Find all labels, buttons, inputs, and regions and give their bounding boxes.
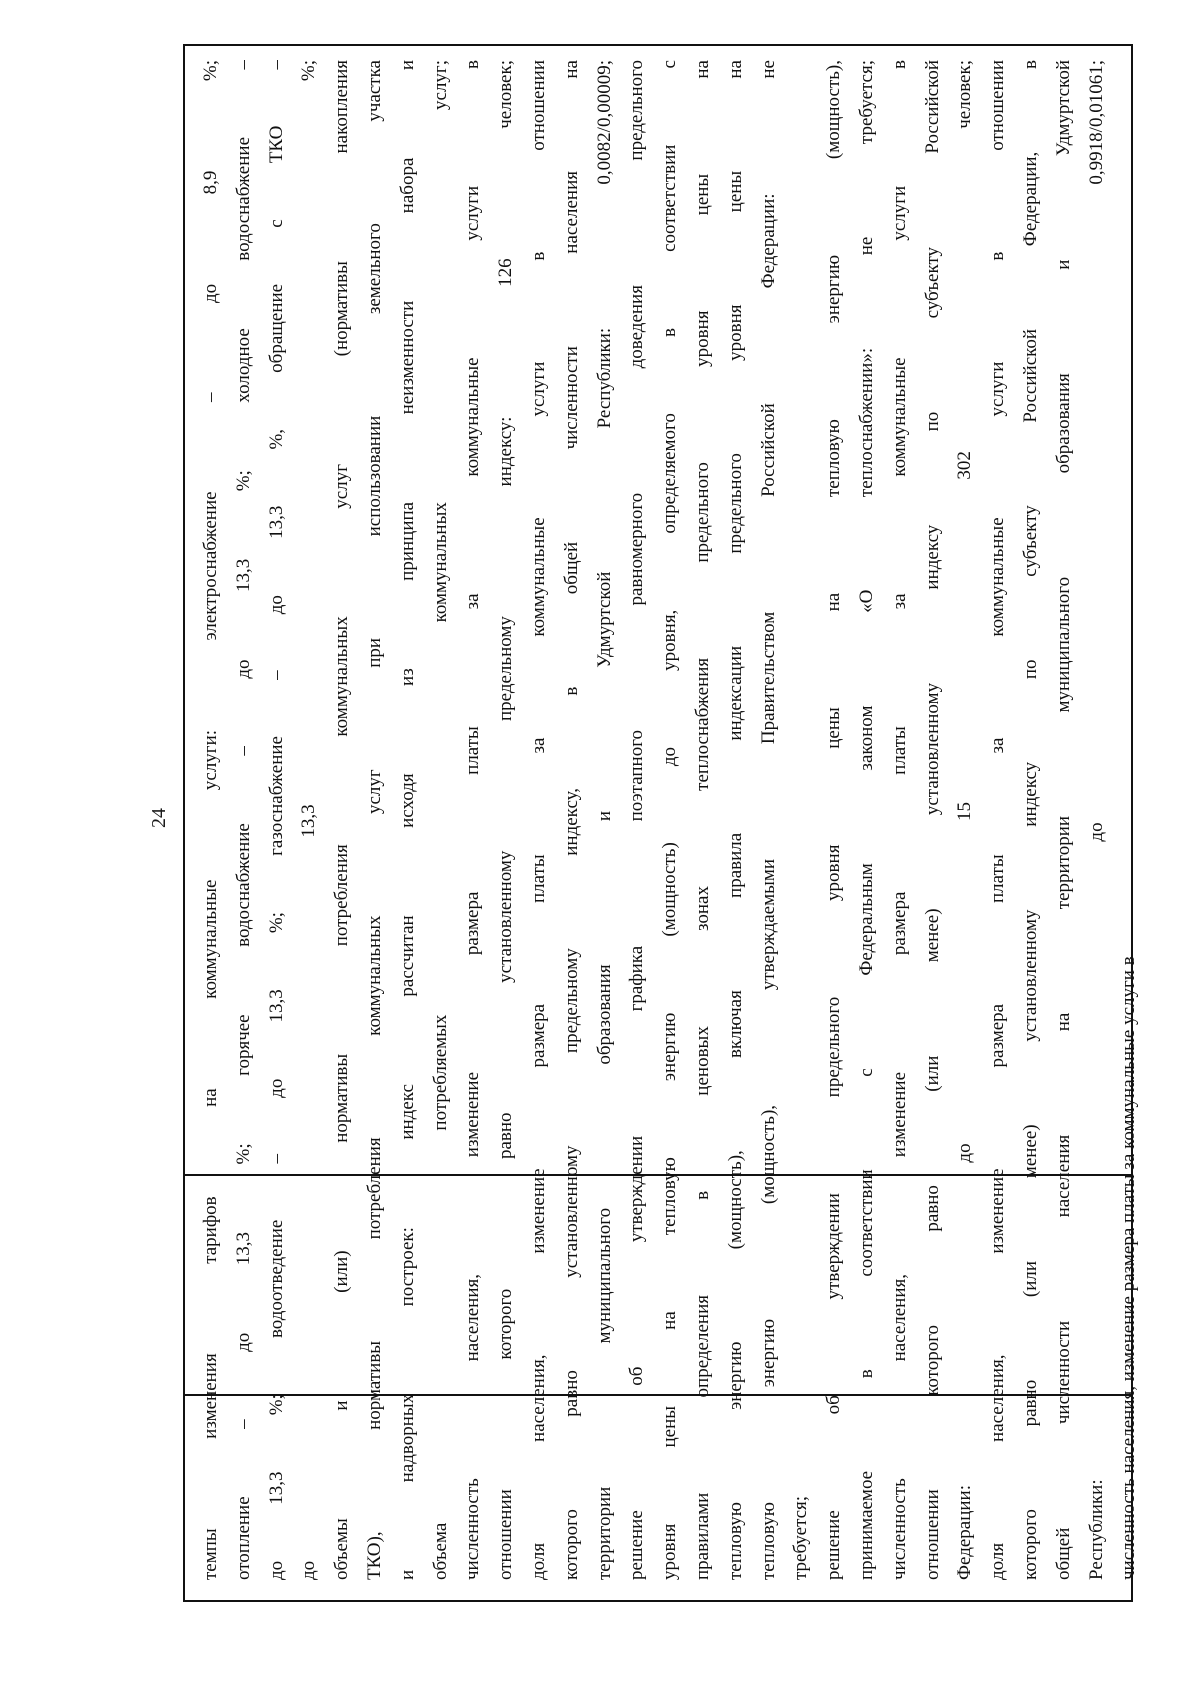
text-line: общей численности населения на территории муниципального образования и Удмуртской: [1052, 60, 1074, 1580]
text-line: ТКО), нормативы потребления коммунальных услуг при использовании земельного участка: [363, 60, 385, 1580]
text-line: объемы и (или) нормативы потребления коммунальных услуг (нормативы накопления: [331, 60, 353, 1580]
text-line: принимаемое в соответствии с Федеральным законом «О теплоснабжении»: не требуется;: [855, 60, 877, 1580]
text-line: которого равно установленному предельному индексу, в общей численности населения на: [560, 60, 582, 1580]
text-line: доля населения, изменение размера платы за коммунальные услуги в отношении: [527, 60, 549, 1580]
text-line: до 13,3 %;: [298, 60, 320, 1580]
text-line: которого равно (или менее) установленному индексу по субъекту Российской Федерации, в: [1019, 60, 1041, 1580]
text-line: доля населения, изменение размера платы за коммунальные услуги в отношении: [987, 60, 1009, 1580]
table-text-cell: [195, 60, 1140, 1580]
text-line: Республики: до 0,9918/0,01061;: [1085, 60, 1107, 1580]
page-number: 24: [148, 808, 170, 828]
text-line: тепловую энергию (мощность), утверждаемыми Правительством Российской Федерации: не: [757, 60, 779, 1580]
text-line: численность населения, изменение размера платы за коммунальные услуги в: [1118, 956, 1140, 1580]
text-line: уровня цены на тепловую энергию (мощность) до уровня, определяемого в соответствии с: [659, 60, 681, 1580]
text-line: решение об утверждении графика поэтапного равномерного доведения предельного: [626, 60, 648, 1580]
text-line: территории муниципального образования и Удмуртской Республики: 0,0082/0,00009;: [593, 60, 615, 1580]
text-line: отопление – до 13,3 %; горячее водоснабжение – до 13,3 %; холодное водоснабжение –: [232, 60, 254, 1580]
table-border-left: [183, 44, 185, 1602]
text-line: численность населения, изменение размера платы за коммунальные услуги в: [462, 60, 484, 1580]
text-line: до 13,3 %; водоотведение – до 13,3 %; газоснабжение – до 13,3 %, обращение с ТКО –: [265, 60, 287, 1580]
text-line: отношении которого равно (или менее) установленному индексу по субъекту Российской: [921, 60, 943, 1580]
text-line: отношении которого равно установленному предельному индексу: 126 человек;: [495, 60, 517, 1580]
text-line: численность населения, изменение размера платы за коммунальные услуги в: [888, 60, 910, 1580]
text-line: требуется;: [790, 1495, 812, 1580]
text-line: тепловую энергию (мощность), включая правила индексации предельного уровня цены на: [724, 60, 746, 1580]
text-line: Федерации: до 15 302 человек;: [954, 60, 976, 1580]
text-line: темпы изменения тарифов на коммунальные услуги: электроснабжение – до 8,9 %;: [200, 60, 221, 1580]
text-line: решение об утверждении предельного уровня цены на тепловую энергию (мощность),: [823, 60, 845, 1580]
text-line: правилами определения в ценовых зонах теплоснабжения предельного уровня цены на: [691, 60, 713, 1580]
table-border-top: [183, 44, 1133, 46]
text-line: объема потребляемых коммунальных услуг;: [429, 60, 451, 1580]
table-border-bottom: [183, 1600, 1133, 1602]
text-line: и надворных построек: индекс рассчитан исходя из принципа неизменности набора и: [396, 60, 418, 1580]
